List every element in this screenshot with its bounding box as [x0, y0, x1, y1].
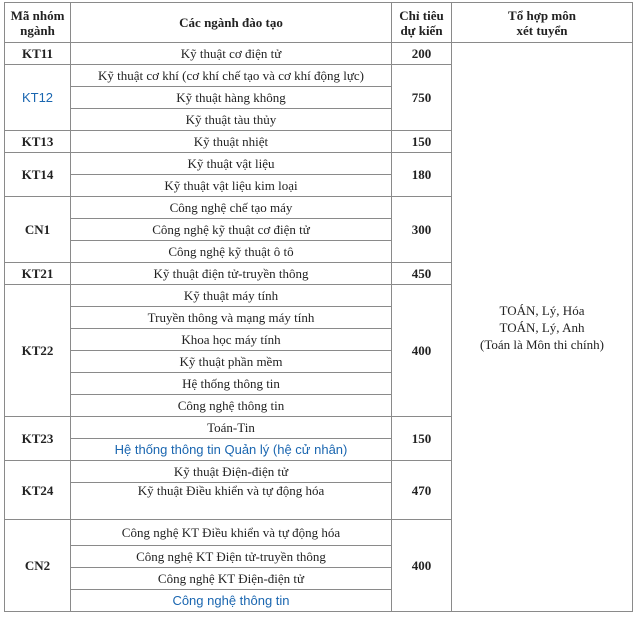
major-name-cell: Công nghệ KT Điều khiển và tự động hóa [71, 520, 392, 546]
group-code-cell: KT22 [5, 285, 71, 417]
header-row [5, 3, 633, 43]
major-name-cell: Công nghệ kỹ thuật ô tô [71, 241, 392, 263]
target-cell: 300 [392, 197, 452, 263]
major-name-cell: Kỹ thuật điện tử-truyền thông [71, 263, 392, 285]
major-name-cell: Kỹ thuật phần mềm [71, 351, 392, 373]
major-name-cell: Hệ thống thông tin [71, 373, 392, 395]
target-cell: 400 [392, 520, 452, 612]
group-code-cell: KT11 [5, 43, 71, 65]
major-name-cell: Toán-Tin [71, 417, 392, 439]
header-combo: Tổ hợp môn xét tuyển [452, 3, 633, 43]
combo-line: TOÁN, Lý, Hóa [499, 302, 585, 318]
major-name-cell[interactable]: Hệ thống thông tin Quản lý (hệ cử nhân) [71, 439, 392, 461]
header-majors: Các ngành đào tạo [71, 3, 392, 43]
group-code-cell: KT12 [5, 65, 71, 131]
major-name-cell: Khoa học máy tính [71, 329, 392, 351]
major-name-cell: Kỹ thuật cơ điện tử [71, 43, 392, 65]
target-cell: 200 [392, 43, 452, 65]
major-name-cell: Công nghệ KT Điện-điện tử [71, 568, 392, 590]
major-name-cell: Kỹ thuật Điều khiển và tự động hóa [71, 483, 392, 520]
target-cell: 450 [392, 263, 452, 285]
target-cell: 180 [392, 153, 452, 197]
header-target: Chỉ tiêu dự kiến [392, 3, 452, 43]
group-code-cell: CN2 [5, 520, 71, 612]
target-cell: 150 [392, 417, 452, 461]
major-name-cell: Kỹ thuật Điện-điện tử [71, 461, 392, 483]
target-cell: 150 [392, 131, 452, 153]
group-code-cell: KT23 [5, 417, 71, 461]
group-code-cell: KT21 [5, 263, 71, 285]
group-code-cell: KT24 [5, 461, 71, 520]
admissions-table [4, 2, 633, 612]
major-name-cell: Công nghệ chế tạo máy [71, 197, 392, 219]
major-name-cell: Truyền thông và mạng máy tính [71, 307, 392, 329]
major-name-cell: Công nghệ thông tin [71, 395, 392, 417]
target-cell: 750 [392, 65, 452, 131]
group-code-cell: KT13 [5, 131, 71, 153]
major-name-cell: Kỹ thuật tàu thủy [71, 109, 392, 131]
target-cell: 470 [392, 461, 452, 520]
major-name-cell: Công nghệ kỹ thuật cơ điện tử [71, 219, 392, 241]
combo-line: TOÁN, Lý, Anh [499, 319, 585, 335]
group-code-cell: KT14 [5, 153, 71, 197]
header-code: Mã nhóm ngành [5, 3, 71, 43]
group-code-cell: CN1 [5, 197, 71, 263]
major-name-cell: Kỹ thuật vật liệu [71, 153, 392, 175]
combo-cell [452, 43, 633, 612]
combo-line: (Toán là Môn thi chính) [479, 336, 604, 352]
major-name-cell[interactable]: Công nghệ thông tin [71, 590, 392, 612]
major-name-cell: Công nghệ KT Điện tử-truyền thông [71, 546, 392, 568]
major-name-cell: Kỹ thuật nhiệt [71, 131, 392, 153]
target-cell: 400 [392, 285, 452, 417]
major-name-cell: Kỹ thuật máy tính [71, 285, 392, 307]
major-name-cell: Kỹ thuật vật liệu kim loại [71, 175, 392, 197]
table-body [5, 43, 633, 612]
major-name-cell: Kỹ thuật cơ khí (cơ khí chế tạo và cơ khí động lực) [71, 65, 392, 87]
major-name-cell: Kỹ thuật hàng không [71, 87, 392, 109]
table-row [5, 43, 633, 65]
